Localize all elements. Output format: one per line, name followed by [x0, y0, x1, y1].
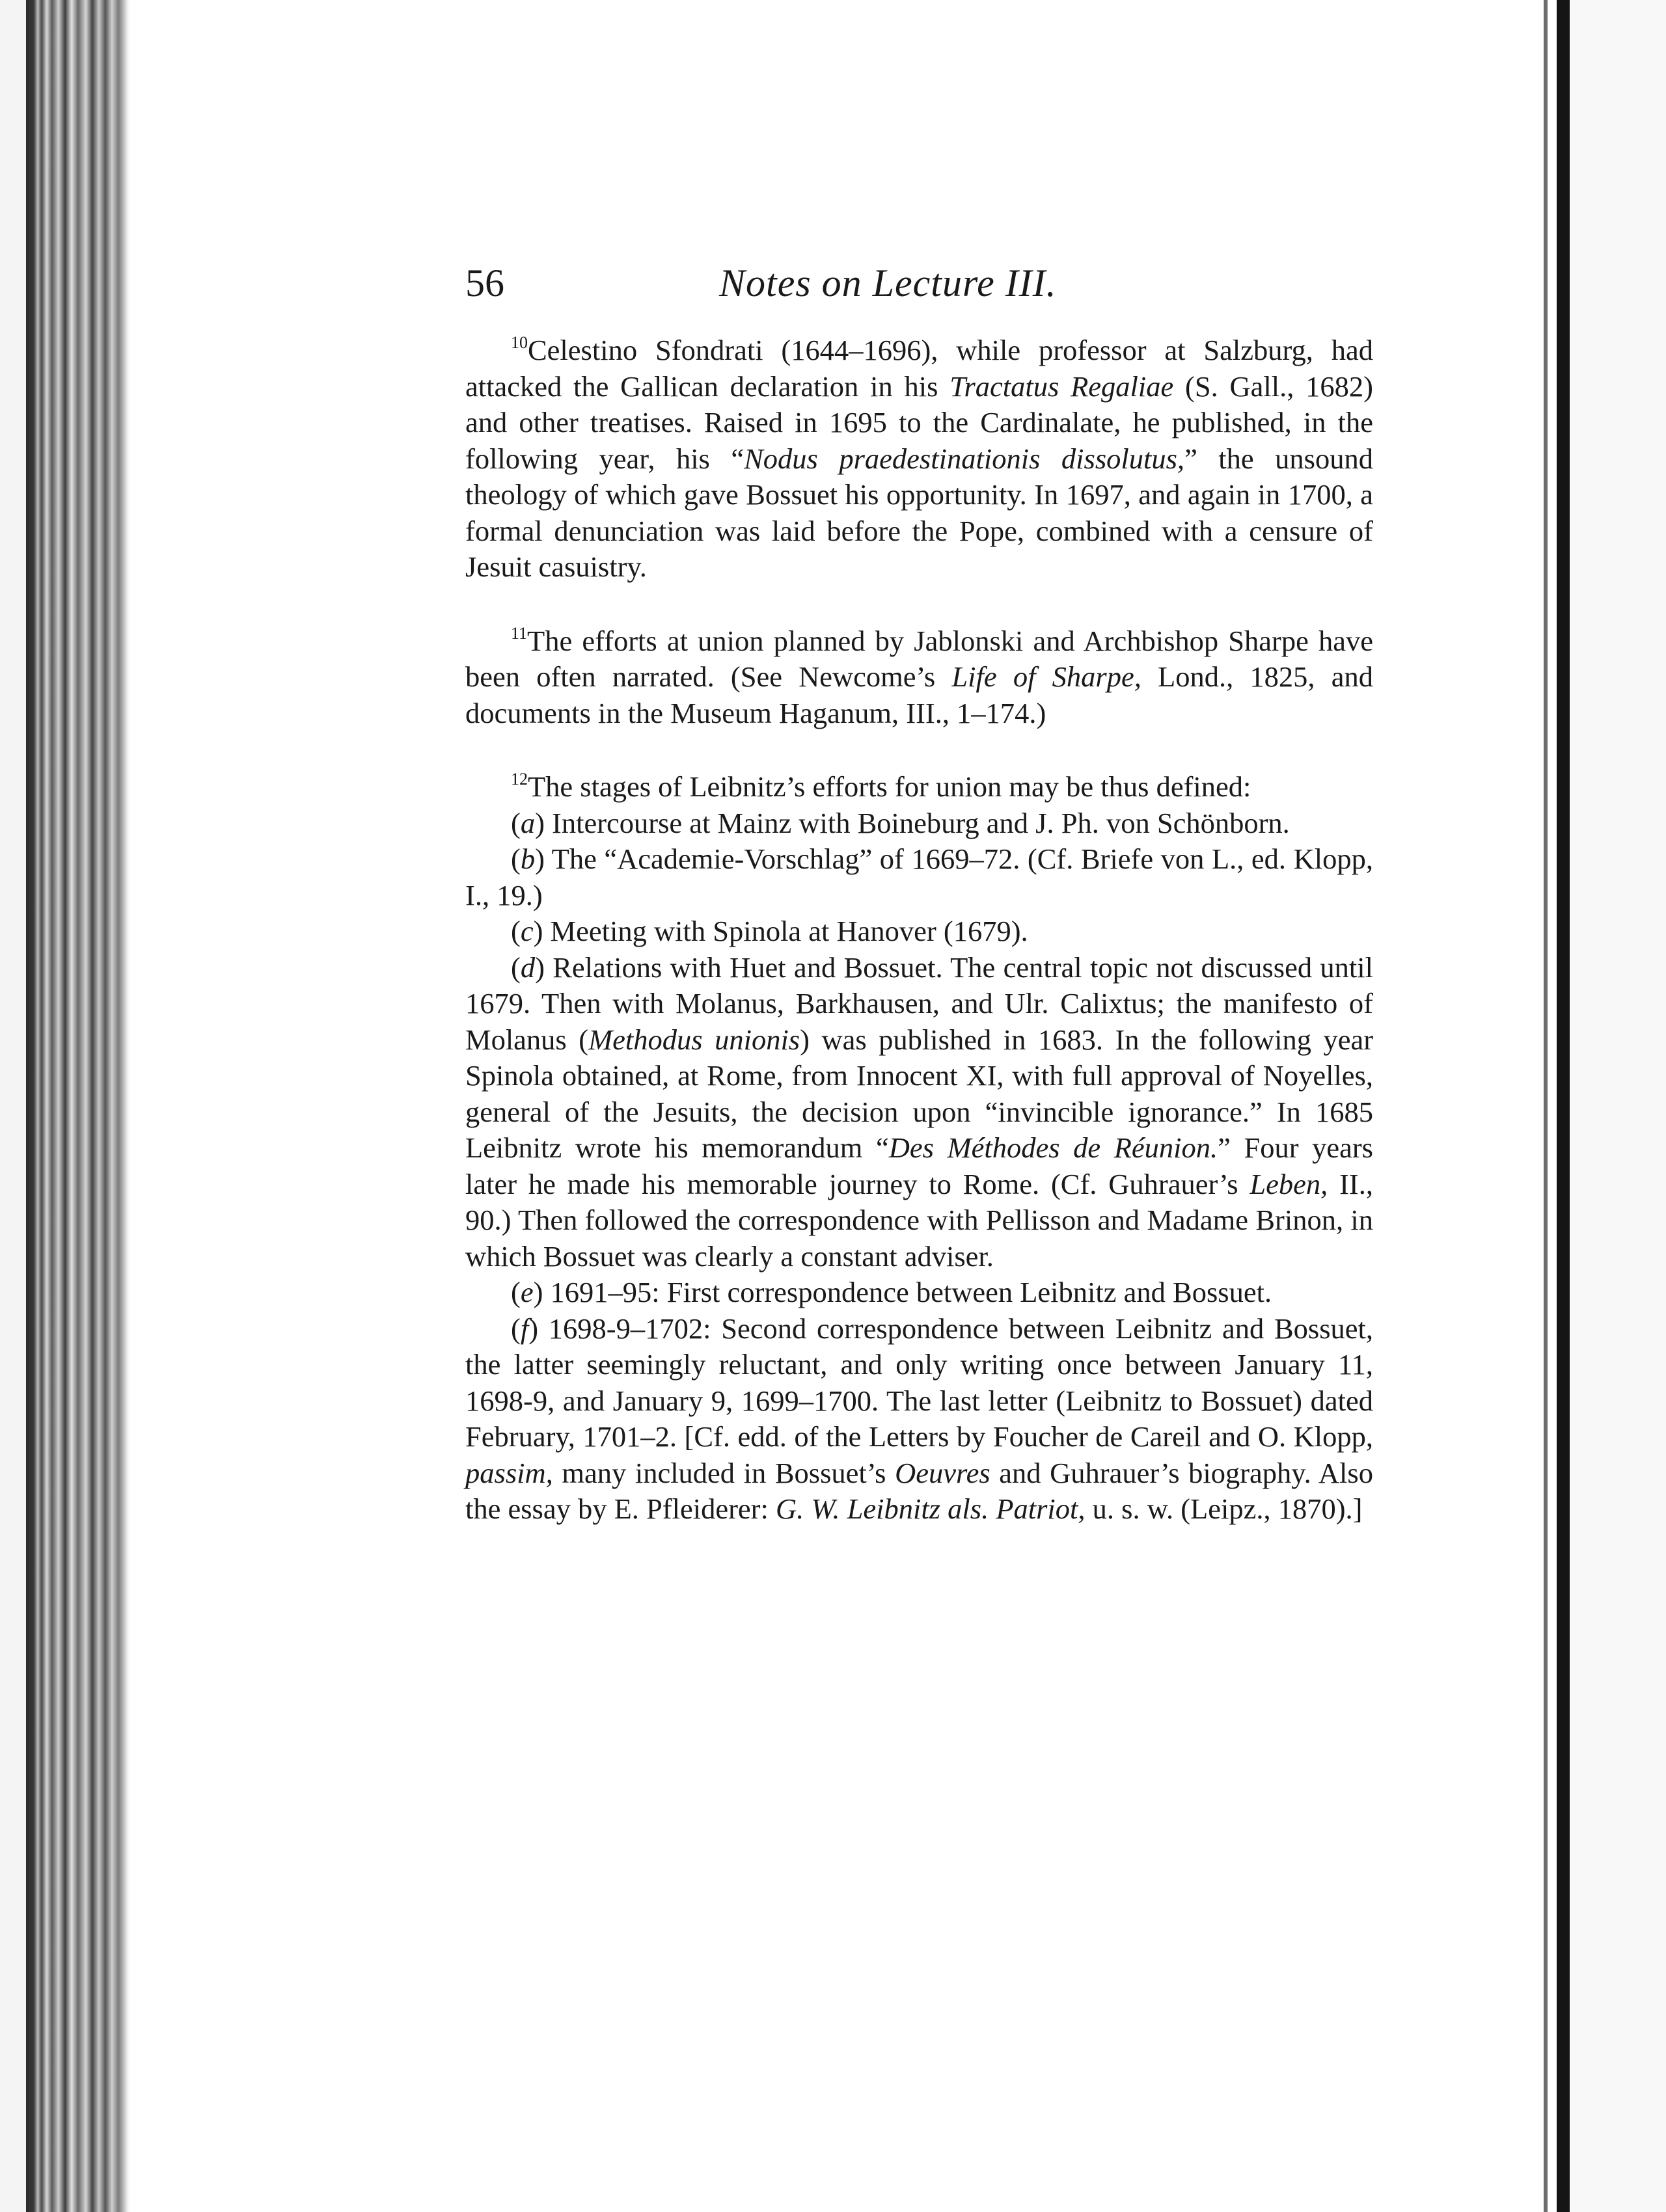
page-header — [465, 257, 1373, 322]
note-12-stage-b: (b) The “Academie-Vorschlag” of 1669–72. (Cf. Briefe von L., ed. Klopp, I., 19.) — [465, 843, 1373, 911]
note-12-stage-f: (f) 1698-9–1702: Second correspondence between Leibnitz and Bossuet, the latter seemingly reluctant, and only writing once between January 11, 1698-9, and January 9, 1699–1700. The last letter (Leibnitz to Bossuet) dated February, 1701–2. [Cf. edd. of the Letters by Foucher de Careil and O. Klopp, passim, many included in Bossuet’s Oeuvres and Guhrauer’s biography. Also the essay by E. Pfleiderer: G. W. Leibnitz als. Patriot, u. s. w. (Leipz., 1870).] — [465, 1312, 1373, 1525]
running-head: Notes on Lecture III. — [719, 262, 1057, 304]
facing-page-shadow — [1557, 0, 1570, 2212]
note-12-stage-a: (a) Intercourse at Mainz with Boineburg and J. Ph. von Schönborn. — [511, 806, 1290, 839]
note-marker: 11 — [511, 623, 528, 643]
note-12-stage-c: (c) Meeting with Spinola at Hanover (1679). — [511, 915, 1028, 947]
note-11: $^{11}$The efforts at union planned by Jablonski and Archbishop Sharpe have been often narrated. (See Newcome’s Life of Sharpe, Lond., 1825, and documents in the Museum Haganum, III., 1–174.) — [465, 623, 1373, 729]
note-12-intro: $^{12}$The stages of Leibnitz’s efforts for union may be thus defined: — [511, 770, 1251, 803]
note-12-stage-e: (e) 1691–95: First correspondence between Leibnitz and Bossuet. — [511, 1276, 1272, 1308]
note-marker: 10 — [511, 333, 528, 352]
note-10: $^{10}$Celestino Sfondrati (1644–1696), while professor at Salzburg, had attacked the Gallican declaration in his Tractatus Regaliae (S. Gall., 1682) and other treatises. Raised in 1695 to the Cardinalate, he published, in the following year, his “Nodus praedestinationis dissolutus,” the unsound theology of which gave Bossuet his opportunity. In 1697, and again in 1700, a formal denunciation was laid before the Pope, combined with a censure of Jesuit casuistry. — [465, 333, 1373, 583]
page-number: 56 — [465, 262, 504, 304]
page-edge-line — [1544, 0, 1548, 2212]
facing-page-margin — [1570, 0, 1666, 2212]
notes-body — [465, 332, 1373, 1528]
note-12-stage-d: (d) Relations with Huet and Bossuet. The central topic not discussed until 1679. Then with Molanus, Barkhausen, and Ulr. Calixtus; the manifesto of Molanus (Methodus unionis) was published in 1683. In the following year Spinola obtained, at Rome, from Innocent XI, with full approval of Noyelles, general of the Jesuits, the decision upon “invincible ignorance.” In 1685 Leibnitz wrote his memorandum “Des Méthodes de Réunion.” Four years later he made his memorable journey to Rome. (Cf. Guhrauer’s Leben, II., 90.) Then followed the correspondence with Pellisson and Madame Brinon, in which Bossuet was clearly a constant adviser. — [465, 951, 1374, 1273]
book-spine-edge — [0, 0, 130, 2212]
book-page — [465, 257, 1373, 1528]
note-marker: 12 — [511, 770, 528, 789]
